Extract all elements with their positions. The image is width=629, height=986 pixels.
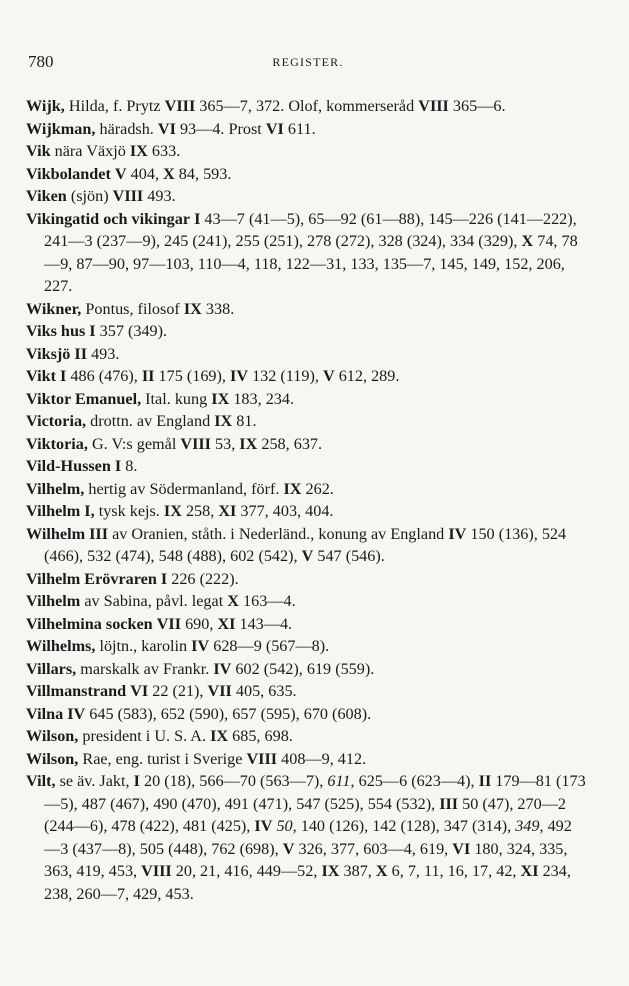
entry-heading: Vilhelm I,: [26, 502, 95, 520]
volume-number: XI: [217, 614, 236, 633]
volume-number: IX: [163, 502, 182, 520]
entry-heading: Wilson,: [26, 749, 79, 768]
entry-heading: Viktor Emanuel,: [26, 389, 142, 408]
volume-number: IX: [321, 862, 340, 880]
entry-text: 612, 289.: [334, 367, 400, 385]
entry-text: 633.: [147, 142, 181, 160]
entry-text: drottn. av England: [86, 412, 215, 430]
volume-number: VIII: [112, 187, 144, 205]
index-entry: [26, 320, 588, 343]
entry-heading: Vikbolandet: [26, 164, 111, 183]
entry-text: 645 (583), 652 (590), 657 (595), 670 (608).: [85, 704, 372, 723]
volume-number: IV: [254, 817, 273, 835]
entry-text: (sjön): [66, 187, 113, 205]
volume-number: I: [89, 322, 96, 340]
volume-number: VII: [207, 682, 232, 700]
entry-heading: Vilna: [26, 704, 64, 723]
entry-heading: Wikner,: [26, 299, 82, 318]
volume-number: II: [478, 772, 492, 790]
volume-number: V: [282, 839, 295, 858]
volume-number: IV: [67, 704, 86, 723]
page-number: 780: [28, 52, 54, 71]
index-entry: [26, 140, 588, 163]
entry-heading: Wilson,: [26, 727, 79, 745]
entry-text: 611.: [283, 119, 316, 138]
entry-text: hertig av Södermanland, förf.: [84, 479, 284, 498]
entry-text: 20, 21, 416, 449—52,: [171, 862, 322, 880]
volume-number: VI: [452, 839, 471, 858]
volume-number: X: [227, 592, 239, 610]
volume-number: I: [194, 209, 201, 228]
entry-text: 405, 635.: [231, 682, 297, 700]
entry-text: löjtn., karolin: [95, 637, 192, 655]
entry-heading: Viksjö: [26, 344, 71, 363]
entry-text: 74, 78—9, 87—90, 97—103, 110—4, 118, 122—31, 133, 135—7, 145, 149, 152, 206, 227.: [44, 232, 578, 295]
entry-text: 43—7 (41—5), 65—92 (61—88), 145—226 (141—222), 241—3 (237—9), 245 (241), 255 (251), 278 (272), 328 (324), 334 (329),: [44, 209, 577, 250]
volume-number: IV: [213, 659, 232, 678]
volume-number: XI: [218, 502, 237, 520]
italic-page-ref: 50: [276, 817, 293, 835]
volume-number: I: [160, 569, 168, 588]
index-entry: [26, 523, 588, 568]
entry-text: 628—9 (567—8).: [209, 637, 330, 655]
entry-text: 8.: [121, 457, 138, 475]
entry-text: 81.: [232, 412, 257, 430]
volume-number: II: [74, 344, 88, 363]
entry-text: , 625—6 (623—4),: [350, 772, 479, 790]
entry-heading: Wilhelm III: [26, 524, 109, 543]
index-entry: [26, 703, 588, 726]
entry-text: Pontus, filosof: [81, 299, 184, 318]
index-entry: [26, 680, 588, 703]
volume-number: XI: [520, 862, 539, 880]
entry-heading: Vik: [26, 142, 51, 160]
entry-text: 493.: [143, 187, 176, 205]
entry-text: 258,: [181, 502, 219, 520]
entry-heading: Viktoria,: [26, 434, 88, 453]
entry-text: av Oranien, ståth. i Nederländ., konung av England: [108, 524, 449, 543]
index-entry: [26, 365, 588, 388]
entry-text: 547 (546).: [313, 547, 385, 565]
index-entry: [26, 613, 588, 636]
entry-text: 150 (136), 524 (466), 532 (474), 548 (488), 602 (542),: [44, 524, 567, 565]
entry-text: 486 (476),: [66, 367, 142, 385]
volume-number: VIII: [246, 749, 278, 768]
running-head: REGISTER.: [272, 55, 344, 69]
volume-number: II: [141, 367, 155, 385]
entry-heading: Victoria,: [26, 412, 87, 430]
entry-text: 404,: [126, 164, 164, 183]
entry-text: 6, 7, 11, 16, 17, 42,: [387, 862, 521, 880]
entry-text: 179—81 (173—5), 487 (467), 490 (470), 491 (471), 547 (525), 554 (532),: [44, 772, 586, 813]
entry-text: 387,: [339, 862, 376, 880]
volume-number: IX: [283, 479, 302, 498]
italic-page-ref: 349: [515, 817, 540, 835]
entry-text: 175 (169),: [154, 367, 231, 385]
entry-text: 258, 637.: [257, 434, 323, 453]
volume-number: I: [133, 772, 140, 790]
volume-number: V: [114, 164, 127, 183]
entry-heading: Viken: [26, 187, 67, 205]
entry-text: tysk kejs.: [94, 502, 164, 520]
entry-text: , 492—3 (437—8), 505 (448), 762 (698),: [44, 817, 572, 858]
entry-text: häradsh.: [95, 119, 158, 138]
index-entry: [26, 410, 588, 433]
volume-number: V: [301, 547, 314, 565]
volume-number: VIII: [164, 97, 196, 115]
volume-number: VII: [156, 614, 182, 633]
index-entry: [26, 118, 588, 141]
entry-text: 365—7, 372. Olof, kommerseråd: [195, 97, 419, 115]
entry-heading: Wilhelms,: [26, 637, 96, 655]
entry-heading: Vilhelm: [26, 592, 81, 610]
entry-text: Ital. kung: [141, 389, 212, 408]
index-entry: [26, 298, 588, 321]
entry-heading: Vikt: [26, 367, 56, 385]
entry-text: 493.: [87, 344, 120, 363]
entry-text: 690,: [181, 614, 218, 633]
entry-text: 143—4.: [235, 614, 293, 633]
index-entry: [26, 388, 588, 411]
volume-number: III: [439, 794, 459, 813]
entry-text: 685, 698.: [228, 727, 293, 745]
volume-number: IV: [448, 524, 467, 543]
entry-heading: Vilt,: [26, 772, 56, 790]
index-entries: [26, 95, 588, 905]
volume-number: VI: [157, 119, 176, 138]
volume-number: IX: [214, 412, 233, 430]
volume-number: X: [521, 232, 534, 250]
index-entry: [26, 568, 588, 591]
entry-text: , 140 (126), 142 (128), 347 (314),: [292, 817, 516, 835]
volume-number: I: [114, 457, 122, 475]
volume-number: VI: [130, 682, 149, 700]
index-entry: [26, 635, 588, 658]
entry-text: 93—4. Prost: [175, 119, 266, 138]
index-entry: [26, 748, 588, 771]
entry-text: av Sabina, påvl. legat: [80, 592, 228, 610]
entry-text: 22 (21),: [148, 682, 208, 700]
entry-text: marskalk av Frankr.: [76, 659, 214, 678]
entry-heading: Villars,: [26, 659, 77, 678]
index-entry: [26, 95, 588, 118]
volume-number: I: [60, 367, 67, 385]
index-entry: [26, 455, 588, 478]
entry-text: 326, 377, 603—4, 619,: [294, 839, 453, 858]
entry-text: Rae, eng. turist i Sverige: [78, 749, 247, 768]
entry-text: 377, 403, 404.: [236, 502, 334, 520]
index-entry: [26, 658, 588, 681]
entry-text: 365—6.: [448, 97, 506, 115]
entry-text: 602 (542), 619 (559).: [231, 659, 375, 678]
index-entry: [26, 725, 588, 748]
entry-text: G. V:s gemål: [87, 434, 181, 453]
entry-text: 163—4.: [238, 592, 296, 610]
volume-number: IV: [230, 367, 249, 385]
italic-page-ref: 611: [327, 772, 351, 790]
volume-number: X: [163, 164, 175, 183]
volume-number: IX: [211, 389, 230, 408]
index-entry: [26, 500, 588, 523]
entry-text: 357 (349).: [95, 322, 168, 340]
entry-text: 50 (47), 270—2 (244—6), 478 (422), 481 (425),: [44, 794, 566, 835]
entry-text: 180, 324, 335, 363, 419, 453,: [44, 839, 568, 880]
entry-heading: Villmanstrand: [26, 682, 127, 700]
index-entry: [26, 770, 588, 905]
volume-number: V: [322, 367, 335, 385]
entry-text: 408—9, 412.: [277, 749, 367, 768]
entry-heading: Vilhelm,: [26, 479, 85, 498]
volume-number: VIII: [418, 97, 449, 115]
page-header: [28, 52, 588, 74]
entry-text: 20 (18), 566—70 (563—7),: [139, 772, 328, 790]
index-entry: [26, 590, 588, 613]
index-entry: [26, 185, 588, 208]
entry-heading: Wijk,: [26, 97, 65, 115]
volume-number: IV: [191, 637, 210, 655]
volume-number: IX: [129, 142, 148, 160]
entry-heading: Vilhelm Erövraren: [26, 569, 157, 588]
entry-text: president i U. S. A.: [78, 727, 211, 745]
index-entry: [26, 478, 588, 501]
entry-heading: Wijkman,: [26, 119, 96, 138]
entry-text: nära Växjö: [50, 142, 130, 160]
entry-text: 84, 593.: [174, 164, 232, 183]
entry-text: 132 (119),: [248, 367, 323, 385]
entry-heading: Vild-Hussen: [26, 457, 111, 475]
entry-text: 234, 238, 260—7, 429, 453.: [44, 862, 571, 903]
entry-heading: Vilhelmina socken: [26, 614, 153, 633]
entry-text: 183, 234.: [229, 389, 295, 408]
volume-number: IX: [210, 727, 229, 745]
entry-heading: Viks hus: [26, 322, 86, 340]
volume-number: VIII: [141, 862, 172, 880]
index-entry: [26, 208, 588, 298]
entry-text: 53,: [210, 434, 240, 453]
entry-text: 226 (222).: [167, 569, 239, 588]
entry-text: 338.: [201, 299, 235, 318]
entry-text: 262.: [301, 479, 334, 498]
index-entry: [26, 343, 588, 366]
index-entry: [26, 163, 588, 186]
entry-text: Hilda, f. Prytz: [64, 97, 165, 115]
volume-number: IX: [239, 434, 258, 453]
volume-number: X: [375, 862, 388, 880]
entry-heading: Vikingatid och vikingar: [26, 209, 191, 228]
entry-text: se äv. Jakt,: [55, 772, 134, 790]
volume-number: VI: [265, 119, 284, 138]
volume-number: IX: [183, 299, 202, 318]
volume-number: VIII: [180, 434, 211, 453]
index-entry: [26, 433, 588, 456]
